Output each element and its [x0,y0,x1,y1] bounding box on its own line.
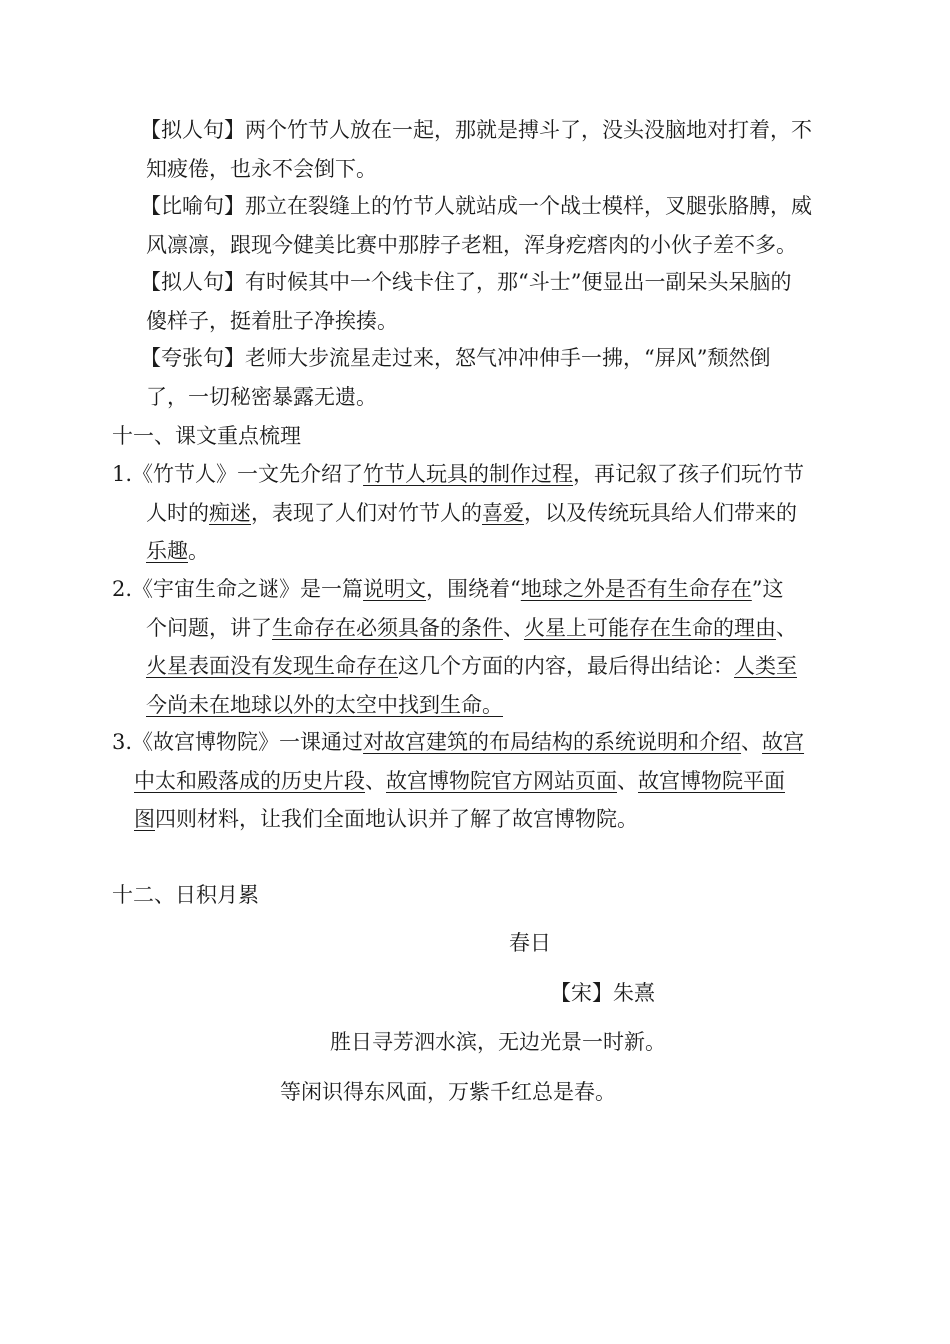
key-point: 故宫 [762,730,805,754]
rhetoric-line: 风凛凛，跟现今健美比赛中那脖子老粗，浑身疙瘩肉的小伙子差不多。 [146,232,797,257]
rhetoric-item [112,263,852,340]
key-point: 生命存在必须具备的条件 [272,615,503,640]
key-point: 说明文 [363,577,427,601]
rhetoric-line: 【拟人句】两个竹节人放在一起，那就是搏斗了，没头没脑地对打着，不 [140,118,812,142]
key-point: 火星上可能存在生命的理由 [524,615,776,640]
list-item: 1.《竹节人》一文先介绍了竹节人玩具的制作过程，再记叙了孩子们玩竹节 人时的痴迷，表现了人们对竹节人的喜爱，以及传统玩具给人们带来的 乐趣。 [112,462,805,563]
rhetoric-line: 【拟人句】有时候其中一个线卡住了，那“斗士”便显出一副呆头呆脑的 [140,270,792,294]
rhetoric-line: 【比喻句】那立在裂缝上的竹节人就站成一个战士模样，叉腿张胳膊，威 [140,194,812,218]
poem-title: 春日 [509,931,551,955]
key-point: 火星表面没有发现生命存在 [146,654,398,678]
key-point: 故宫博物院平面 [638,768,785,793]
key-point: 喜爱 [482,500,524,525]
rhetoric-item [112,187,852,264]
rhetoric-item [112,111,852,188]
rhetoric-tag: 【拟人句】 [140,270,245,294]
key-point: 对故宫建筑的布局结构的系统说明和介绍 [363,730,742,754]
key-point: 图 [134,807,155,831]
rhetoric-line: 了，一切秘密暴露无遗。 [146,384,377,409]
rhetoric-tag: 【拟人句】 [140,118,245,142]
key-point: 人类至 [734,654,797,678]
key-point: 中太和殿落成的历史片段 [134,768,365,793]
rhetoric-tag: 【比喻句】 [140,194,245,218]
poem-line: 等闲识得东风面，万紫千红总是春。 [280,1080,616,1104]
key-point: 竹节人玩具的制作过程 [363,462,574,486]
section-title: 十二、日积月累 [112,883,259,907]
key-point: 地球之外是否有生命存在 [520,577,752,601]
poem-line: 胜日寻芳泗水滨，无边光景一时新。 [330,1030,666,1054]
key-point: 乐趣 [146,539,188,563]
poem-author: 【宋】朱熹 [550,981,655,1005]
item-number: 1. [112,462,133,486]
rhetoric-item [112,339,852,416]
rhetoric-line: 知疲倦，也永不会倒下。 [146,156,377,181]
key-point: 痴迷 [209,500,251,525]
item-number: 3. [112,730,133,754]
item-number: 2. [112,577,133,601]
rhetoric-line: 【夸张句】老师大步流星走过来，怒气冲冲伸手一拂，“屏风”颓然倒 [140,346,771,370]
key-point: 今尚未在地球以外的太空中找到生命。 [146,692,503,717]
list-item: 3.《故宫博物院》一课通过对故宫建筑的布局结构的系统说明和介绍、故宫 中太和殿落成的历史片段、故宫博物院官方网站页面、故宫博物院平面 图四则材料，让我们全面地认识并了解了故宫博物院。 [112,730,805,831]
section-title: 十一、课文重点梳理 [112,424,301,448]
list-item: 2.《宇宙生命之谜》是一篇说明文，围绕着“地球之外是否有生命存在”这 个问题，讲了生命存在必须具备的条件、火星上可能存在生命的理由、 火星表面没有发现生命存在这几个方面的内容，最后得出结论：人类至 今尚未在地球以外的太空中找到生命。 [112,577,797,717]
rhetoric-line: 傻样子，挺着肚子净挨揍。 [146,308,398,333]
key-point: 故宫博物院官方网站页面 [386,768,617,793]
rhetoric-tag: 【夸张句】 [140,346,245,370]
